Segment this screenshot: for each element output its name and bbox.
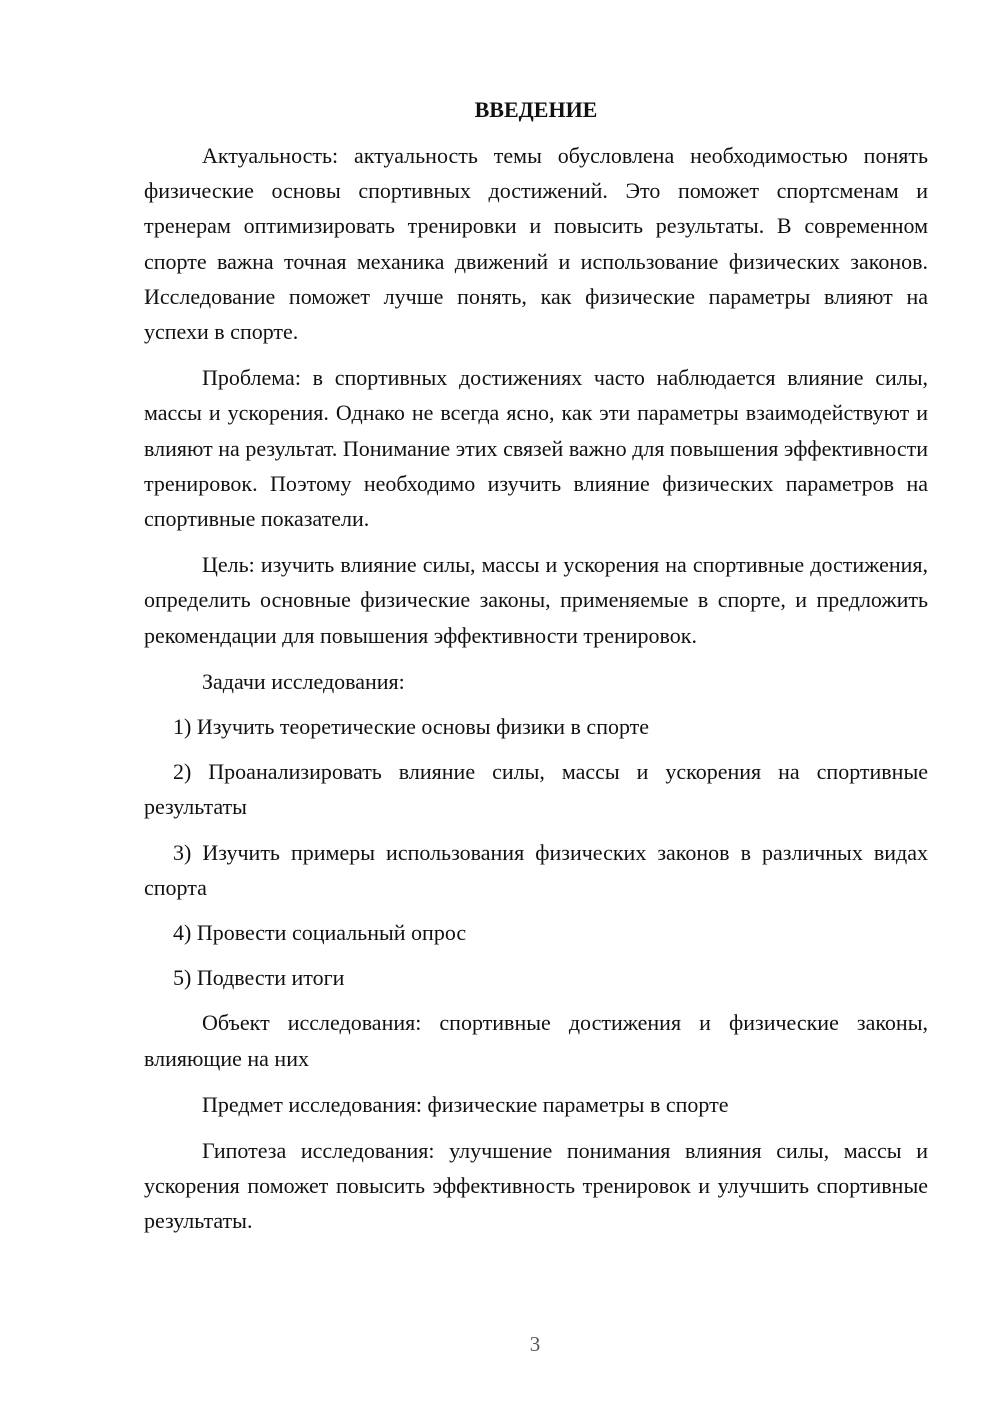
hypothesis-paragraph: Гипотеза исследования: улучшение понимания влияния силы, массы и ускорения поможет повысить эффективность тренировок и улучшить спортивные результаты. — [144, 1138, 928, 1234]
task-item-1: 1) Изучить теоретические основы физики в спорте — [173, 714, 650, 740]
task-item-3: 3) Изучить примеры использования физических законов в различных видах спорта — [144, 839, 928, 900]
object-paragraph: Объект исследования: спортивные достижения и физические законы, влияющие на них — [144, 1010, 928, 1071]
goal-paragraph: Цель: изучить влияние силы, массы и ускорения на спортивные достижения, определить основные физические законы, применяемые в спорте, и предложить рекомендации для повышения эффективности тренировок. — [144, 552, 928, 648]
task-item-4: 4) Провести социальный опрос — [173, 920, 467, 946]
task-item-5: 5) Подвести итоги — [173, 965, 345, 991]
page-title: ВВЕДЕНИЕ — [474, 97, 598, 122]
relevance-paragraph: Актуальность: актуальность темы обусловлена необходимостью понять физические основы спортивных достижений. Это поможет спортсменам и тренерам оптимизировать тренировки и повысить результаты. В современном спорте важна точная механика движений и использование физических законов. Исследование поможет лучше понять, как физические параметры влияют на успехи в спорте. — [144, 143, 928, 345]
page-content — [144, 92, 928, 1250]
page-number: 3 — [529, 1332, 541, 1356]
task-item-2: 2) Проанализировать влияние силы, массы и ускорения на спортивные результаты — [144, 759, 928, 820]
subject-paragraph: Предмет исследования: физические параметры в спорте — [202, 1091, 729, 1117]
problem-paragraph: Проблема: в спортивных достижениях часто наблюдается влияние силы, массы и ускорения. Однако не всегда ясно, как эти параметры взаимодействуют и влияют на результат. Понимание этих связей важно для повышения эффективности тренировок. Поэтому необходимо изучить влияние физических параметров на спортивные показатели. — [144, 365, 928, 532]
tasks-label: Задачи исследования: — [202, 668, 405, 694]
